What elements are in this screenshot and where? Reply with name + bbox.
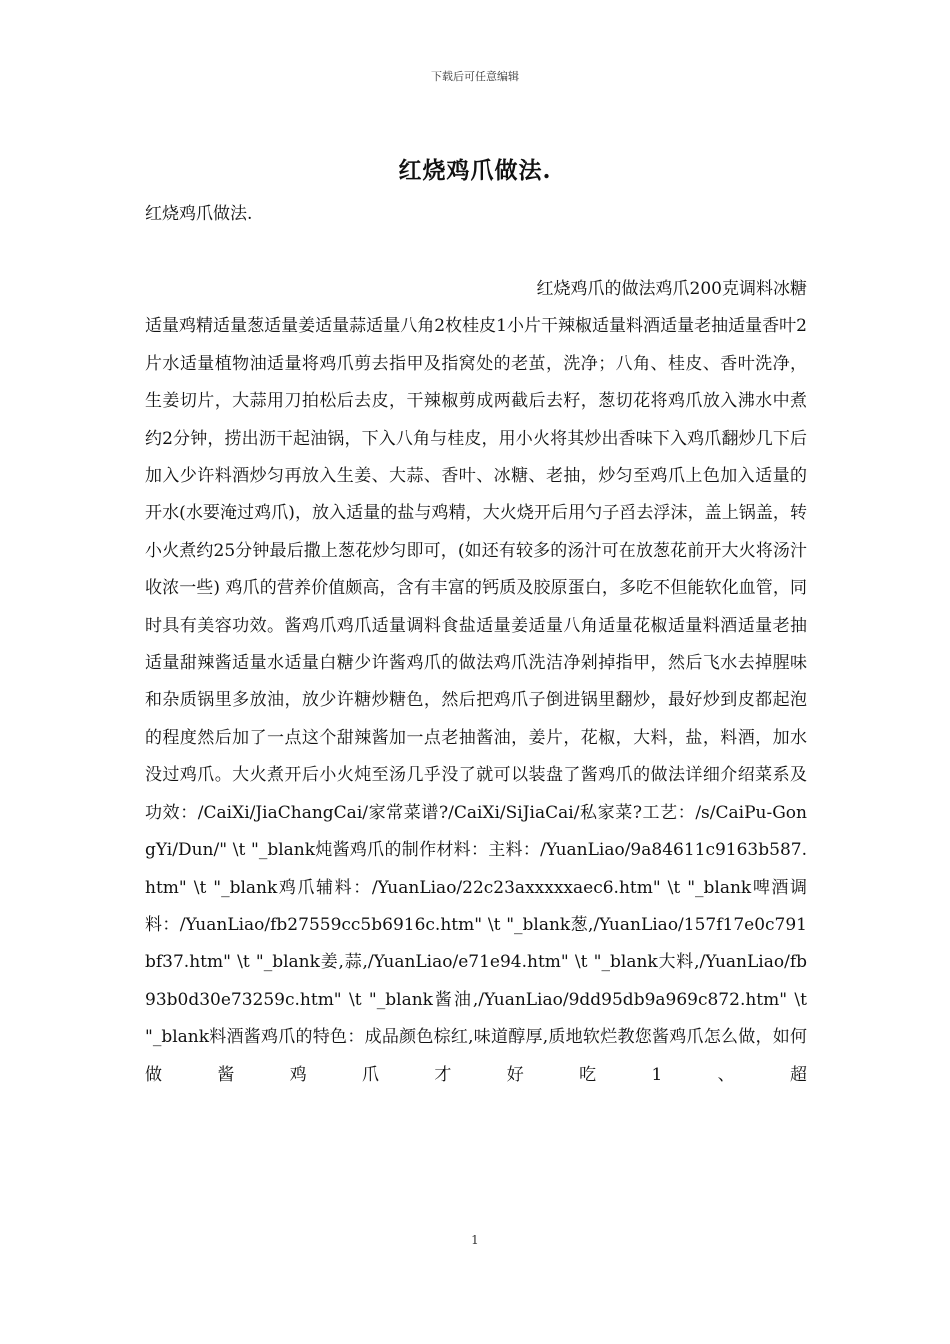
body-text (145, 271, 807, 1201)
document-title: 红烧鸡爪做法. (398, 157, 552, 184)
body-first-line: 红烧鸡爪的做法鸡爪200克调料冰糖 (536, 279, 807, 299)
document-subtitle: 红烧鸡爪做法. (145, 204, 253, 224)
header-note: 下载后可任意编辑 (431, 70, 519, 83)
body-paragraph: 适量鸡精适量葱适量姜适量蒜适量八角2枚桂皮1小片干辣椒适量料酒适量老抽适量香叶2片水适量植物油适量将鸡爪剪去指甲及指窝处的老茧，洗净；八角、桂皮、香叶洗净，生姜切片，大蒜用刀拍松后去皮，干辣椒剪成两截后去籽，葱切花将鸡爪放入沸水中煮约2分钟，捞出沥干起油锅，下入八角与桂皮，用小火将其炒出香味下入鸡爪翻炒几下后加入少许料酒炒匀再放入生姜、大蒜、香叶、冰糖、老抽，炒匀至鸡爪上色加入适量的开水(水要淹过鸡爪)，放入适量的盐与鸡精，大火烧开后用勺子舀去浮沫，盖上锅盖，转小火煮约25分钟最后撒上葱花炒匀即可，(如还有较多的汤汁可在放葱花前开大火将汤汁收浓一些) 鸡爪的营养价值颇高，含有丰富的钙质及胶原蛋白，多吃不但能软化血管，同时具有美容功效。酱鸡爪鸡爪适量调料食盐适量姜适量八角适量花椒适量料酒适量老抽适量甜辣酱适量水适量白糖少许酱鸡爪的做法鸡爪洗洁净剁掉指甲，然后飞水去掉腥味和杂质锅里多放油，放少许糖炒糖色，然后把鸡爪子倒进锅里翻炒，最好炒到皮都起泡的程度然后加了一点这个甜辣酱加一点老抽酱油，姜片，花椒，大料，盐，料酒，加水没过鸡爪。大火煮开后小火炖至汤几乎没了就可以装盘了酱鸡爪的做法详细介绍菜系及功效：/CaiXi/JiaChangCai/家常菜谱?/CaiXi/SiJiaCai/私家菜?工艺：/s/CaiPu-GongYi/Dun/" \t "_blank炖酱鸡爪的制作材料：主料：/YuanLiao/9a84611c9163b587.htm" \t "_blank鸡爪辅料：/YuanLiao/22c23axxxxxaec6.htm" \t "_blank啤酒调料：/YuanLiao/fb27559cc5b6916c.htm" \t "_blank葱,/YuanLiao/157f17e0c791bf37.htm" \t "_blank姜,蒜,/YuanLiao/e71e94.htm" \t "_blank大料,/YuanLiao/fb93b0d30e73259c.htm" \t "_blank酱油,/YuanLiao/9dd95db9a969c872.htm" \t "_blank料酒酱鸡爪的特色：成品颜色棕红,味道醇厚,质地软烂教您酱鸡爪怎么做，如何做酱鸡爪才好吃1、超 (145, 316, 807, 1085)
page-number: 1 (471, 1233, 479, 1247)
